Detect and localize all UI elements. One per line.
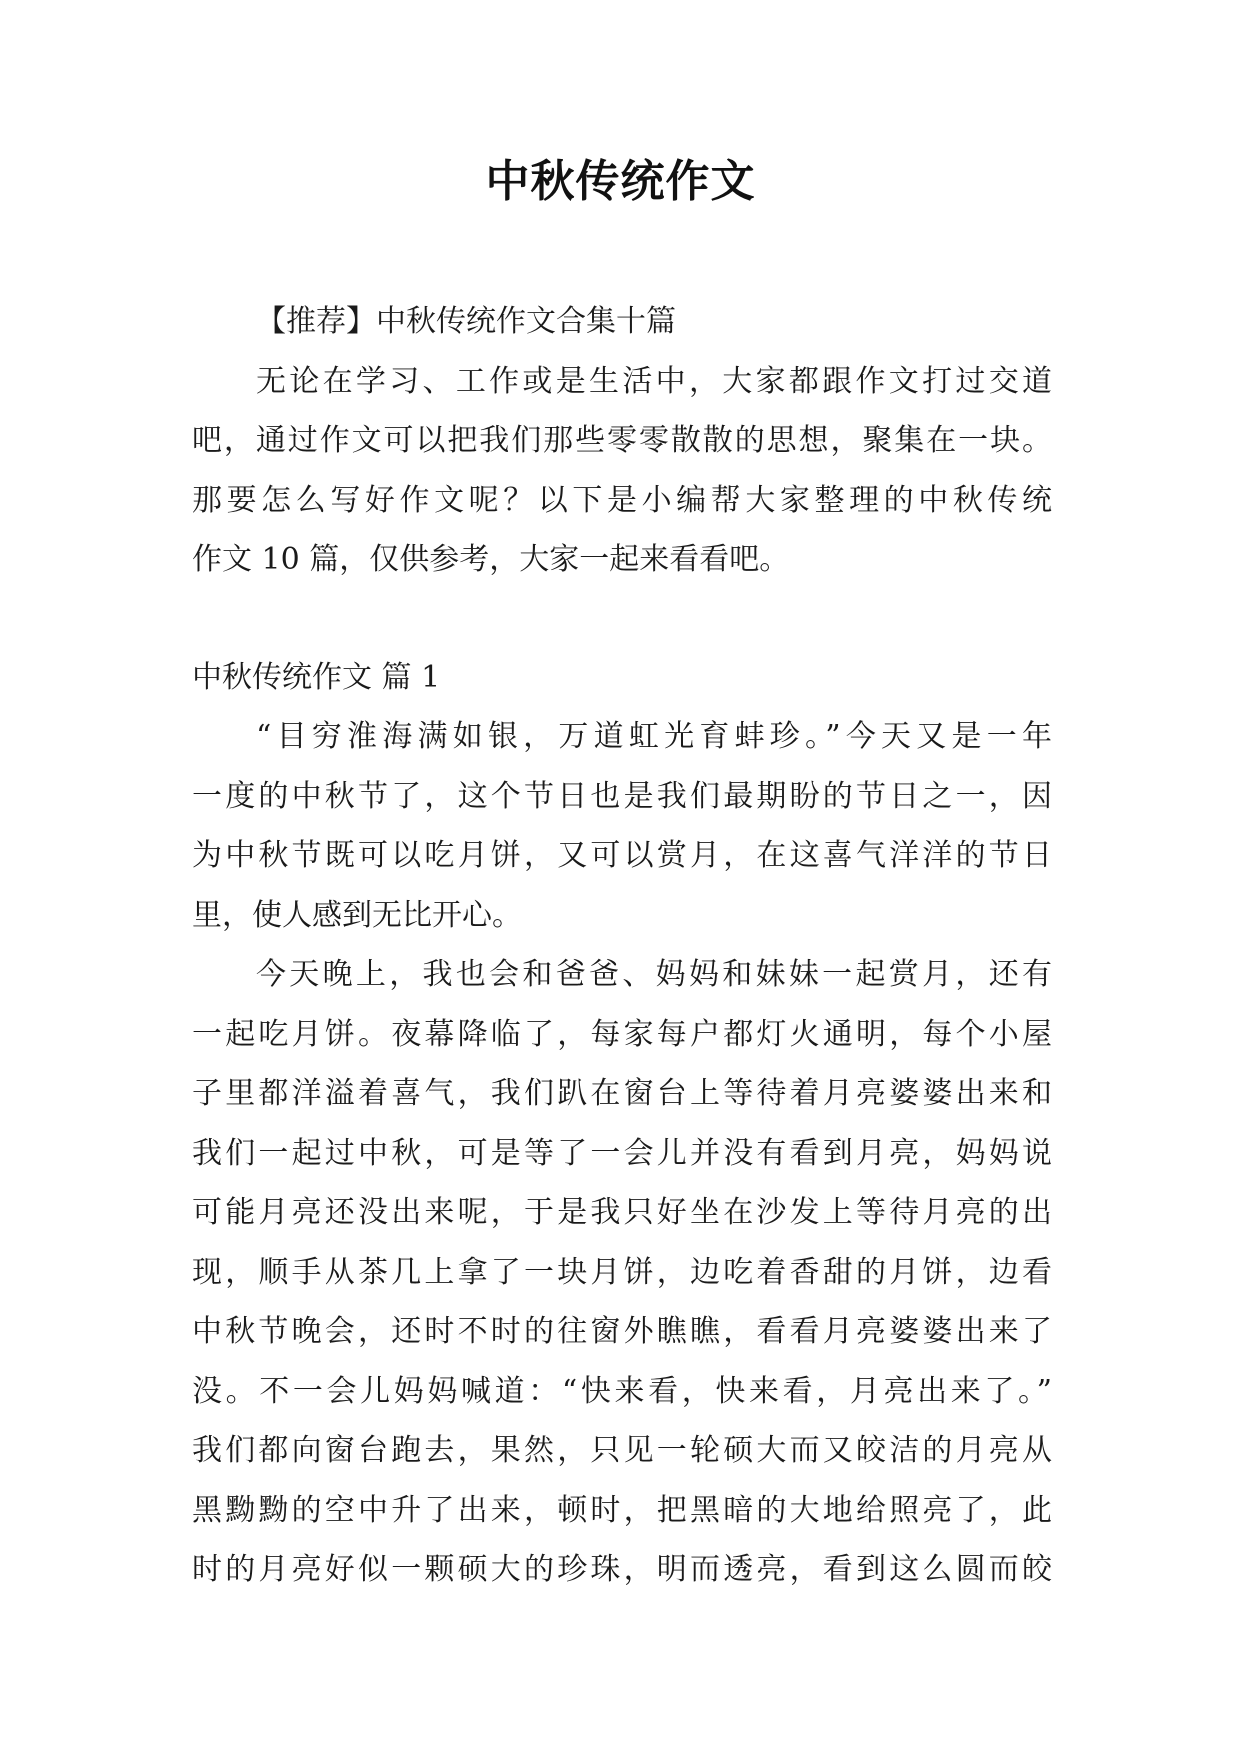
paragraph-line: 为中秋节既可以吃月饼，又可以赏月，在这喜气洋洋的节日 [192, 838, 1052, 873]
paragraph-line: 一度的中秋节了，这个节日也是我们最期盼的节日之一，因 [192, 778, 1052, 814]
paragraph-line: 一起吃月饼。夜幕降临了，每家每户都灯火通明，每个小屋 [192, 1016, 1052, 1052]
paragraph-line: 现，顺手从茶几上拿了一块月饼，边吃着香甜的月饼，边看 [192, 1254, 1052, 1290]
paragraph-line: 可能月亮还没出来呢，于是我只好坐在沙发上等待月亮的出 [192, 1195, 1052, 1230]
intro-line: 吧，通过作文可以把我们那些零零散散的思想，聚集在一块。 [192, 423, 1052, 458]
document-body [192, 292, 1052, 1600]
recommend-line: 【推荐】中秋传统作文合集十篇 [256, 304, 676, 339]
section-spacer [192, 590, 1052, 648]
paragraph-line: “目穷淮海满如银，万道虹光育蚌珍。”今天又是一年 [256, 719, 1052, 754]
paragraph-line: 子里都洋溢着喜气，我们趴在窗台上等待着月亮婆婆出来和 [192, 1076, 1052, 1111]
paragraph-line: 我们都向窗台跑去，果然，只见一轮硕大而又皎洁的月亮从 [192, 1433, 1052, 1468]
intro-line: 那要怎么写好作文呢？以下是小编帮大家整理的中秋传统 [192, 482, 1052, 518]
paragraph-line: 时的月亮好似一颗硕大的珍珠，明而透亮，看到这么圆而皎 [192, 1552, 1052, 1587]
paragraph-line: 里，使人感到无比开心。 [192, 897, 522, 933]
paragraph-line: 中秋节晚会，还时不时的往窗外瞧瞧，看看月亮婆婆出来了 [192, 1314, 1052, 1349]
intro-line: 无论在学习、工作或是生活中，大家都跟作文打过交道 [256, 363, 1052, 399]
paragraph-line: 我们一起过中秋，可是等了一会儿并没有看到月亮，妈妈说 [192, 1135, 1052, 1171]
paragraph-line: 黑黝黝的空中升了出来，顿时，把黑暗的大地给照亮了，此 [192, 1492, 1052, 1528]
document-title: 中秋传统作文 [485, 156, 756, 207]
paragraph-line: 今天晚上，我也会和爸爸、妈妈和妹妹一起赏月，还有 [256, 957, 1052, 992]
paragraph-line: 没。不一会儿妈妈喊道：“快来看，快来看，月亮出来了。” [192, 1373, 1052, 1409]
section-heading: 中秋传统作文 篇 1 [192, 659, 441, 695]
intro-line: 作文 10 篇，仅供参考，大家一起来看看吧。 [192, 542, 790, 577]
